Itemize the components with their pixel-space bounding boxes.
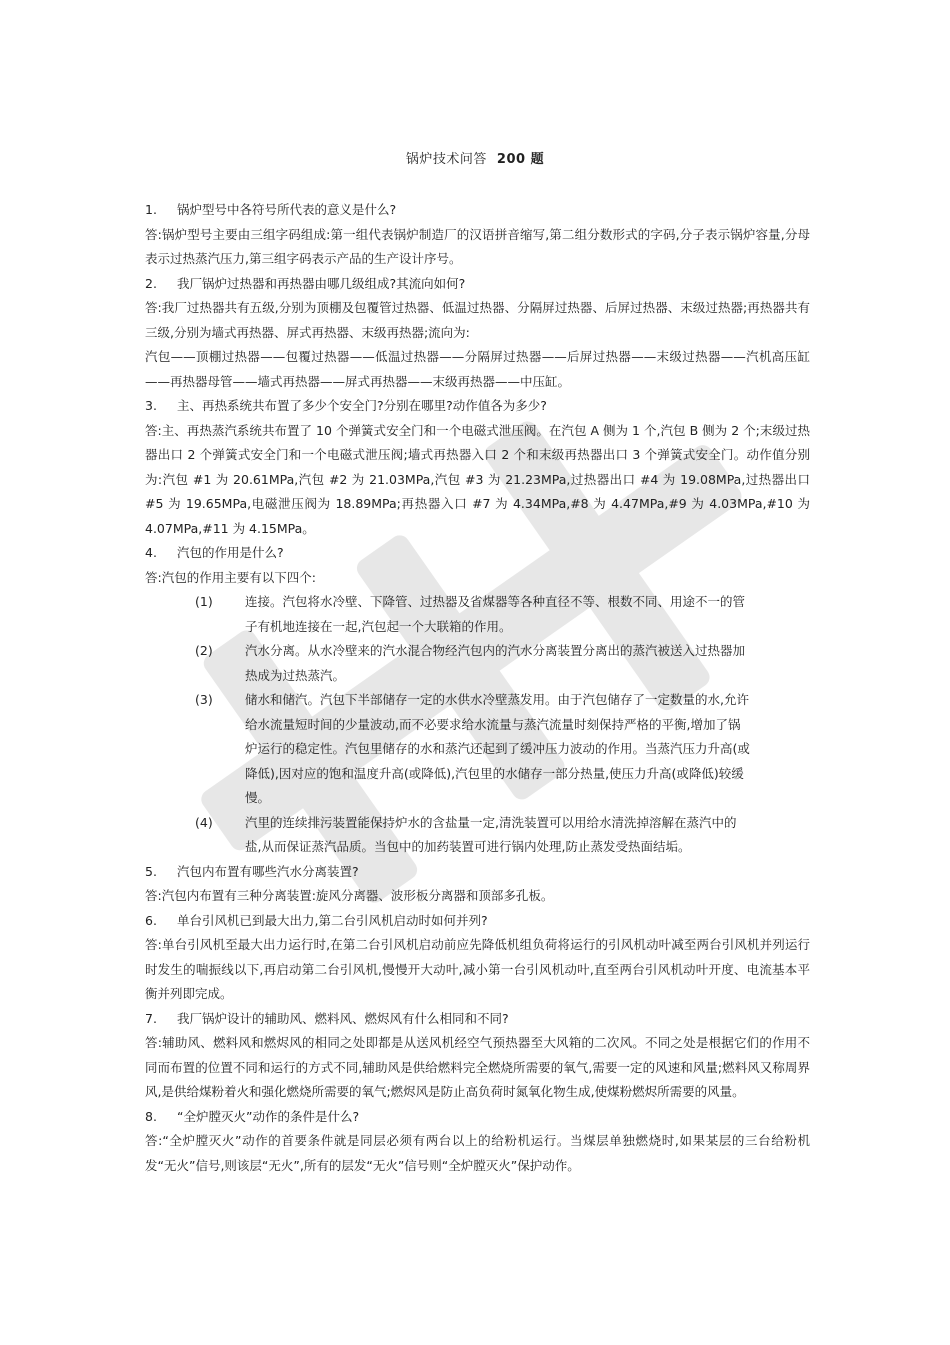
question-text: 我厂锅炉过热器和再热器由哪几级组成?其流向如何?: [177, 275, 466, 291]
answer-4-point-2: [145, 639, 810, 688]
question-text: 汽包内布置有哪些汽水分离装置?: [177, 863, 359, 879]
question-text: 我厂锅炉设计的辅助风、燃料风、燃烬风有什么相同和不同?: [177, 1010, 509, 1026]
answer-8: 答:“全炉膛灭火”动作的首要条件就是同层必须有两台以上的给粉机运行。当煤层单独燃烧时,如果某层的三台给粉机发“无火”信号,则该层“无火”,所有的层发“无火”信号则“全炉膛灭火”保护动作。: [145, 1133, 810, 1173]
point-text: 连接。汽包将水冷壁、下降管、过热器及省煤器等各种直径不等、根数不同、用途不一的管子有机地连接在一起,汽包起一个大联箱的作用。: [245, 594, 746, 634]
page-title: [0, 148, 950, 167]
question-6: [145, 909, 810, 934]
title-text: 锅炉技术问答: [405, 152, 487, 167]
answer-6: 答:单台引风机至最大出力运行时,在第二台引风机启动前应先降低机组负荷将运行的引风机动叶减至两台引风机并列运行时发生的喘振线以下,再启动第二台引风机,慢慢开大动叶,减小第一台引风机动叶,直至两台引风机动叶开度、电流基本平衡并列即完成。: [145, 937, 810, 1001]
question-5: [145, 860, 810, 885]
question-8: [145, 1105, 810, 1130]
answer-4-point-1: [145, 590, 810, 639]
question-number: 6.: [145, 912, 157, 928]
question-number: 3.: [145, 398, 157, 413]
point-index: (1): [195, 594, 213, 609]
question-4: [145, 541, 810, 566]
point-index: (4): [195, 814, 213, 830]
question-number: 7.: [145, 1010, 157, 1026]
question-text: 汽包的作用是什么?: [177, 545, 284, 560]
question-text: 锅炉型号中各符号所代表的意义是什么?: [177, 202, 397, 217]
question-number: 5.: [145, 863, 157, 879]
question-text: “全炉膛灭火”动作的条件是什么?: [177, 1108, 360, 1124]
point-text: 储水和储汽。汽包下半部储存一定的水供水冷壁蒸发用。由于汽包储存了一定数量的水,允许给水流量短时间的少量波动,而不必要求给水流量与蒸汽流量时刻保持严格的平衡,增加了锅炉运行的稳定性。汽包里储存的水和蒸汽还起到了缓冲压力波动的作用。当蒸汽压力升高(或降低),因对应的饱和温度升高(或降低),汽包里的水储存一部分热量,使压力升高(或降低)较缓慢。: [245, 692, 750, 805]
question-number: 2.: [145, 275, 157, 291]
answer-1: 答:锅炉型号主要由三组字码组成:第一组代表锅炉制造厂的汉语拼音缩写,第二组分数形式的字码,分子表示锅炉容量,分母表示过热蒸汽压力,第三组字码表示产品的生产设计序号。: [145, 226, 810, 266]
question-text: 主、再热系统共布置了多少个安全门?分别在哪里?动作值各为多少?: [177, 398, 547, 413]
answer-4-point-3: [145, 688, 810, 811]
point-index: (3): [195, 692, 213, 707]
point-text: 汽水分离。从水冷壁来的汽水混合物经汽包内的汽水分离装置分离出的蒸汽被送入过热器加热成为过热蒸汽。: [245, 643, 746, 683]
qa-list: [145, 198, 810, 1178]
answer-2: 答:我厂过热器共有五级,分别为顶棚及包覆管过热器、低温过热器、分隔屏过热器、后屏过热器、末级过热器;再热器共有三级,分别为墙式再热器、屏式再热器、末级再热器;流向为:: [145, 300, 810, 340]
question-text: 单台引风机已到最大出力,第二台引风机启动时如何并列?: [177, 912, 488, 928]
question-number: 8.: [145, 1108, 157, 1124]
question-3: [145, 394, 810, 419]
answer-5: 答:汽包内布置有三种分离装置:旋风分离器、波形板分离器和顶部多孔板。: [145, 888, 554, 903]
question-7: [145, 1007, 810, 1032]
question-2: [145, 272, 810, 297]
answer-7: 答:辅助风、燃料风和燃烬风的相同之处即都是从送风机经空气预热器至大风箱的二次风。不同之处是根据它们的作用不同而布置的位置不同和运行的方式不同,辅助风是供给燃料完全燃烧所需要的氧气,需要一定的风速和风量;燃料风又称周界风,是供给煤粉着火和强化燃烧所需要的氧气;燃烬风是防止高负荷时氮氧化物生成,使煤粉燃烬所需要的风量。: [145, 1035, 810, 1099]
answer-3: 答:主、再热蒸汽系统共布置了 10 个弹簧式安全门和一个电磁式泄压阀。在汽包 A 侧为 1 个,汽包 B 侧为 2 个;末级过热器出口 2 个弹簧式安全门和一个电磁式泄压阀;墙式再热器入口 2 个和末级再热器出口 3 个弹簧式安全门。动作值分别为:汽包 #1 为 20.61MPa,汽包 #2 为 21.03MPa,汽包 #3 为 21.23MPa,过热器出口 #4 为 19.08MPa,过热器出口 #5 为 19.65MPa,电磁泄压阀为 18.89MPa;再热器入口 #7 为 4.34MPa,#8 为 4.47MPa,#9 为 4.03MPa,#10 为 4.07MPa,#11 为 4.15MPa。: [145, 422, 810, 536]
question-1: [145, 198, 810, 223]
answer-4: 答:汽包的作用主要有以下四个:: [145, 569, 316, 585]
answer-2-flow: 汽包——顶棚过热器——包覆过热器——低温过热器——分隔屏过热器——后屏过热器——末级过热器——汽机高压缸——再热器母管——墙式再热器——屏式再热器——末级再热器——中压缸。: [145, 349, 810, 389]
question-number: 4.: [145, 545, 157, 560]
answer-4-point-4: [145, 811, 810, 860]
point-index: (2): [195, 643, 213, 658]
question-number: 1.: [145, 202, 157, 217]
point-text: 汽里的连续排污装置能保持炉水的含盐量一定,清洗装置可以用给水清洗掉溶解在蒸汽中的盐,从而保证蒸汽品质。当包中的加药装置可进行锅内处理,防止蒸发受热面结垢。: [245, 814, 737, 854]
title-count: 200 题: [496, 152, 545, 167]
